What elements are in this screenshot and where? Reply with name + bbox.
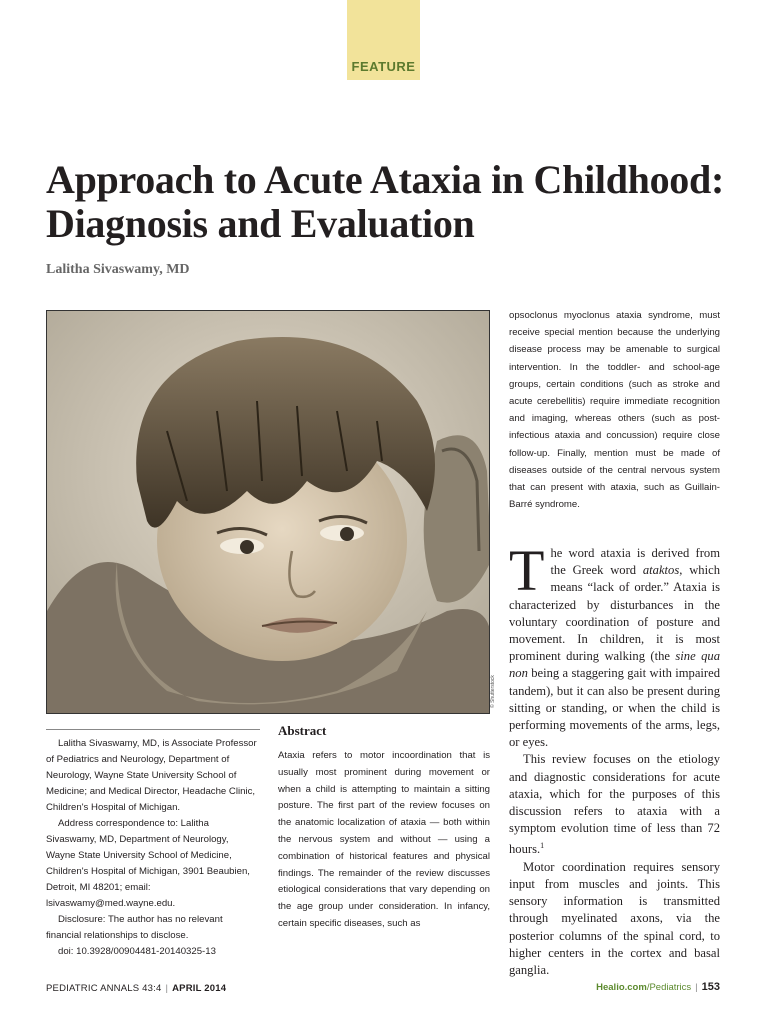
issue-date: APRIL 2014 — [172, 983, 227, 994]
section-tag-label: FEATURE — [351, 59, 416, 74]
article-photo — [46, 310, 490, 714]
article-author: Lalitha Sivaswamy, MD — [46, 262, 190, 277]
body-paragraph-2: This review focuses on the etiology and diagnostic considerations for acute ataxia, which for the purposes of this discussion refers to ataxia with a symptom evolution time of less than 72 hours.$^1$ — [509, 752, 720, 857]
abstract-continued — [509, 307, 720, 513]
abstract-text: Ataxia refers to motor incoordination that is usually most prominent during movement or when a child is attempting to maintain a sitting posture. The first part of the review focuses on the anatomic localization of ataxia — both within the nervous system and without — using a combination of historical features and physical findings. The remainder of the review discusses etiological considerations that vary depending on the age group under consideration. In infancy, certain specific diseases, such as — [278, 750, 490, 929]
abstract-continued-text: opsoclonus myoclonus ataxia syndrome, must receive special mention because the underlying disease process may be amenable to surgical intervention. In the toddler- and school-age groups, certain conditions (such as stroke and acute cerebellitis) require immediate recognition and imaging, whereas others (such as post-infectious ataxia and concussion) require close follow-up. Finally, mention must be made of diseases outside of the central nervous system that can present with ataxia, such as Guillain-Barré syndrome. — [509, 310, 720, 511]
article-title: Approach to Acute Ataxia in Childhood: Diagnosis and Evaluation — [46, 157, 724, 246]
author-info-sidebar — [46, 729, 260, 960]
journal-issue: PEDIATRIC ANNALS 43:4 — [46, 983, 162, 994]
site-link[interactable]: Healio.com — [596, 982, 647, 993]
abstract-heading: Abstract — [278, 723, 327, 738]
reference-1: 1 — [540, 841, 545, 851]
body-paragraph-3: Motor coordination requires sensory input from muscles and joints. This sensory information is transmitted through myelinated axons, via the posterior columns of the spinal cord, to higher centers in the cortex and basal ganglia. — [509, 859, 720, 978]
page-number: 153 — [701, 981, 720, 993]
correspondence-address: Address correspondence to: Lalitha Sivaswamy, MD, Department of Neurology, Wayne State University School of Medicine, Children's Hospital of Michigan, 3901 Beaubien, Detroit, MI 48201; email: lsivaswamy@med.wayne.edu. — [46, 818, 250, 909]
drop-cap: T — [509, 538, 545, 603]
abstract-section — [278, 722, 490, 933]
child-portrait-image — [47, 311, 490, 714]
photo-credit: © Shutterstock — [490, 675, 496, 708]
disclosure-statement: Disclosure: The author has no relevant financial relationships to disclose. — [46, 914, 223, 941]
author-affiliation: Lalitha Sivaswamy, MD, is Associate Professor of Pediatrics and Neurology, Department of Neurology, Wayne State University School of Medicine; and Medical Director, Headache Clinic, Children's Hospital of Michigan. — [46, 738, 257, 813]
footer-journal-info: PEDIATRIC ANNALS 43:4 | APRIL 2014 — [46, 983, 227, 994]
article-body — [509, 538, 720, 979]
doi: doi: 10.3928/00904481-20140325-13 — [58, 946, 216, 957]
section-tag — [347, 0, 420, 80]
site-section: /Pediatrics — [646, 982, 692, 993]
footer-page-info: Healio.com/Pediatrics | 153 — [596, 981, 720, 993]
body-paragraph-1: The word ataxia is derived from the Greek word ataktos, which means “lack of order.” Ataxia is characterized by disturbances in the voluntary coordination of posture and movement. In children, it is most prominent during walking (the sine qua non being a staggering gait with impaired tandem), but it can also be present during sitting or standing, or when the child is performing movements of the arms, legs, or eyes. — [509, 538, 720, 750]
